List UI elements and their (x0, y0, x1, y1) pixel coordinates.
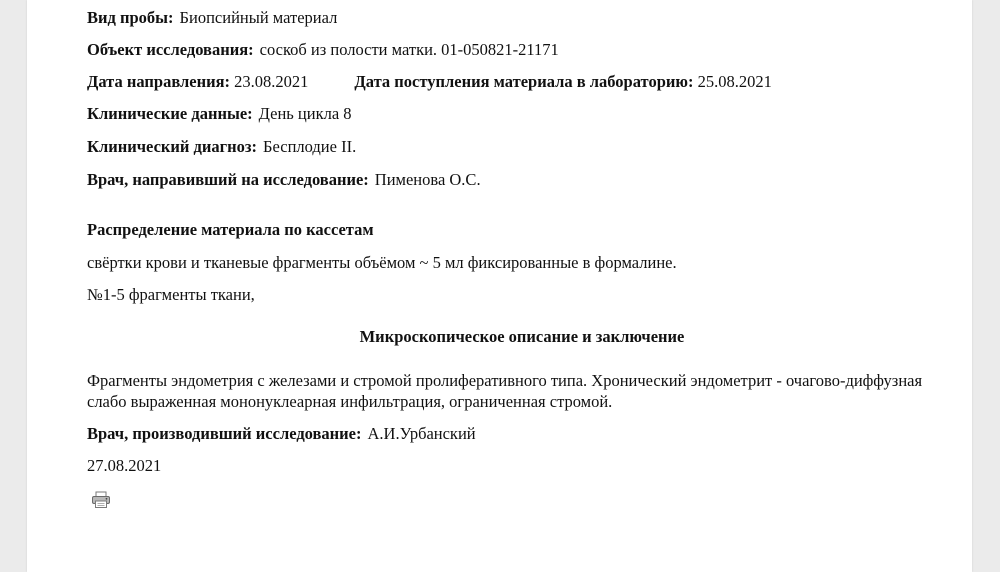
object-row (87, 40, 559, 60)
sample-type-label: Вид пробы: (87, 8, 174, 27)
clinical-data-row (87, 104, 352, 124)
examining-doctor-row (87, 424, 476, 444)
referral-date-value: 23.08.2021 (234, 72, 309, 91)
referral-date-label: Дата направления: (87, 72, 231, 91)
clinical-diagnosis-row (87, 137, 356, 157)
examining-doctor-label: Врач, производивший исследование: (87, 424, 362, 443)
sample-type-row (87, 8, 337, 28)
cassettes-line-1: свёртки крови и тканевые фрагменты объёмом ~ 5 мл фиксированные в формалине. (87, 253, 677, 272)
microscopy-heading: Микроскопическое описание и заключение (359, 327, 685, 346)
referring-doctor-row (87, 170, 481, 190)
sample-type-value: Биопсийный материал (179, 8, 338, 27)
report-page (27, 0, 972, 572)
referring-doctor-label: Врач, направивший на исследование: (87, 170, 369, 189)
cassettes-line-2: №1-5 фрагменты ткани, (87, 285, 255, 304)
clinical-diagnosis-value: Бесплодие II. (263, 137, 357, 156)
clinical-diagnosis-label: Клинический диагноз: (87, 137, 258, 156)
microscopy-text: Фрагменты эндометрия с железами и стромой пролиферативного типа. Хронический эндометрит - очагово-диффузная слабо выраженная мононуклеарная инфильтрация, ограниченная стромой. (87, 371, 923, 411)
referring-doctor-value: Пименова О.С. (374, 170, 481, 189)
clinical-data-label: Клинические данные: (87, 104, 253, 123)
report-date: 27.08.2021 (87, 456, 162, 475)
object-value: соскоб из полости матки. 01-050821-21171 (259, 40, 559, 59)
printer-icon[interactable] (91, 491, 111, 509)
cassettes-heading: Распределение материала по кассетам (87, 220, 374, 239)
received-date-label: Дата поступления материала в лабораторию: (354, 72, 694, 91)
received-date-value: 25.08.2021 (697, 72, 772, 91)
dates-row (87, 72, 772, 92)
clinical-data-value: День цикла 8 (258, 104, 352, 123)
object-label: Объект исследования: (87, 40, 254, 59)
examining-doctor-value: А.И.Урбанский (367, 424, 476, 443)
